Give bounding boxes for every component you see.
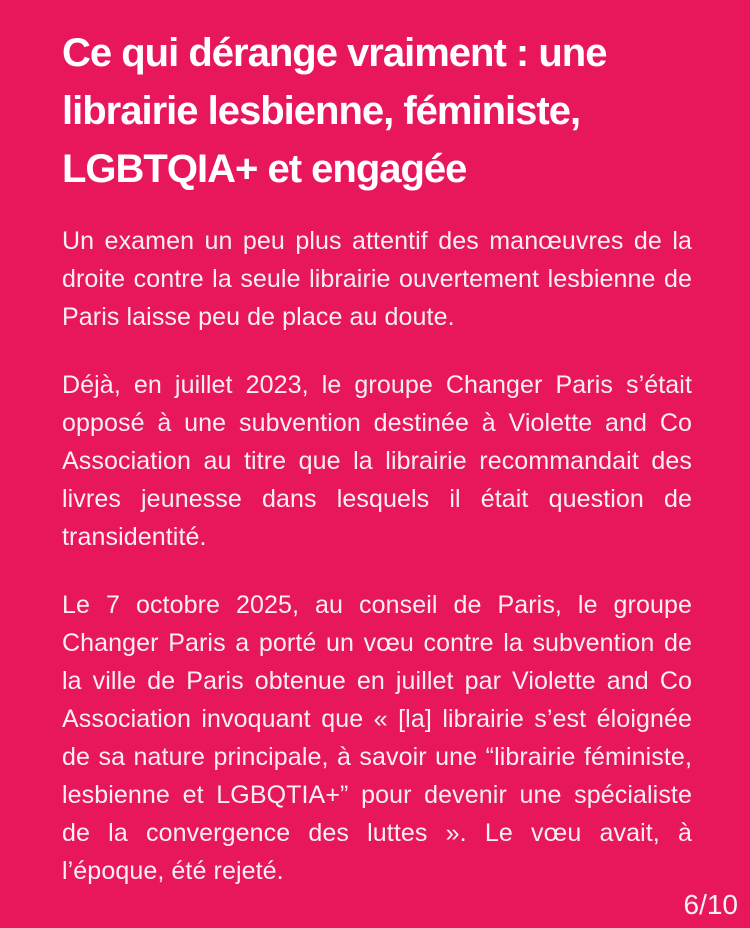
body-paragraph-3: Le 7 octobre 2025, au conseil de Paris, le groupe Changer Paris a porté un vœu contre la subvention de la ville de Paris obtenue en juillet par Violette and Co Association invoquant que « [la] librairie s’est éloignée de sa nature principale, à savoir une “librairie féministe, lesbienne et LGBQTIA+” pour devenir une spécialiste de la convergence des luttes ». Le vœu avait, à l’époque, été rejeté.	[62, 591, 692, 885]
slide-title	[62, 24, 692, 198]
slide-title-line-1: Ce qui dérange vraiment : une	[62, 31, 607, 75]
body-paragraph-2: Déjà, en juillet 2023, le groupe Changer Paris s’était opposé à une subvention destinée à Violette and Co Association au titre que la librairie recommandait des livres jeunesse dans lesquels il était question de transidentité.	[62, 371, 692, 551]
slide-title-line-3: LGBTQIA+ et engagée	[62, 147, 467, 191]
slide-title-line-2: librairie lesbienne, féministe,	[62, 89, 581, 133]
slide-body	[62, 222, 692, 890]
body-paragraph-1: Un examen un peu plus attentif des manœuvres de la droite contre la seule librairie ouvertement lesbienne de Paris laisse peu de place au doute.	[62, 227, 692, 331]
page-indicator: 6/10	[683, 889, 738, 920]
